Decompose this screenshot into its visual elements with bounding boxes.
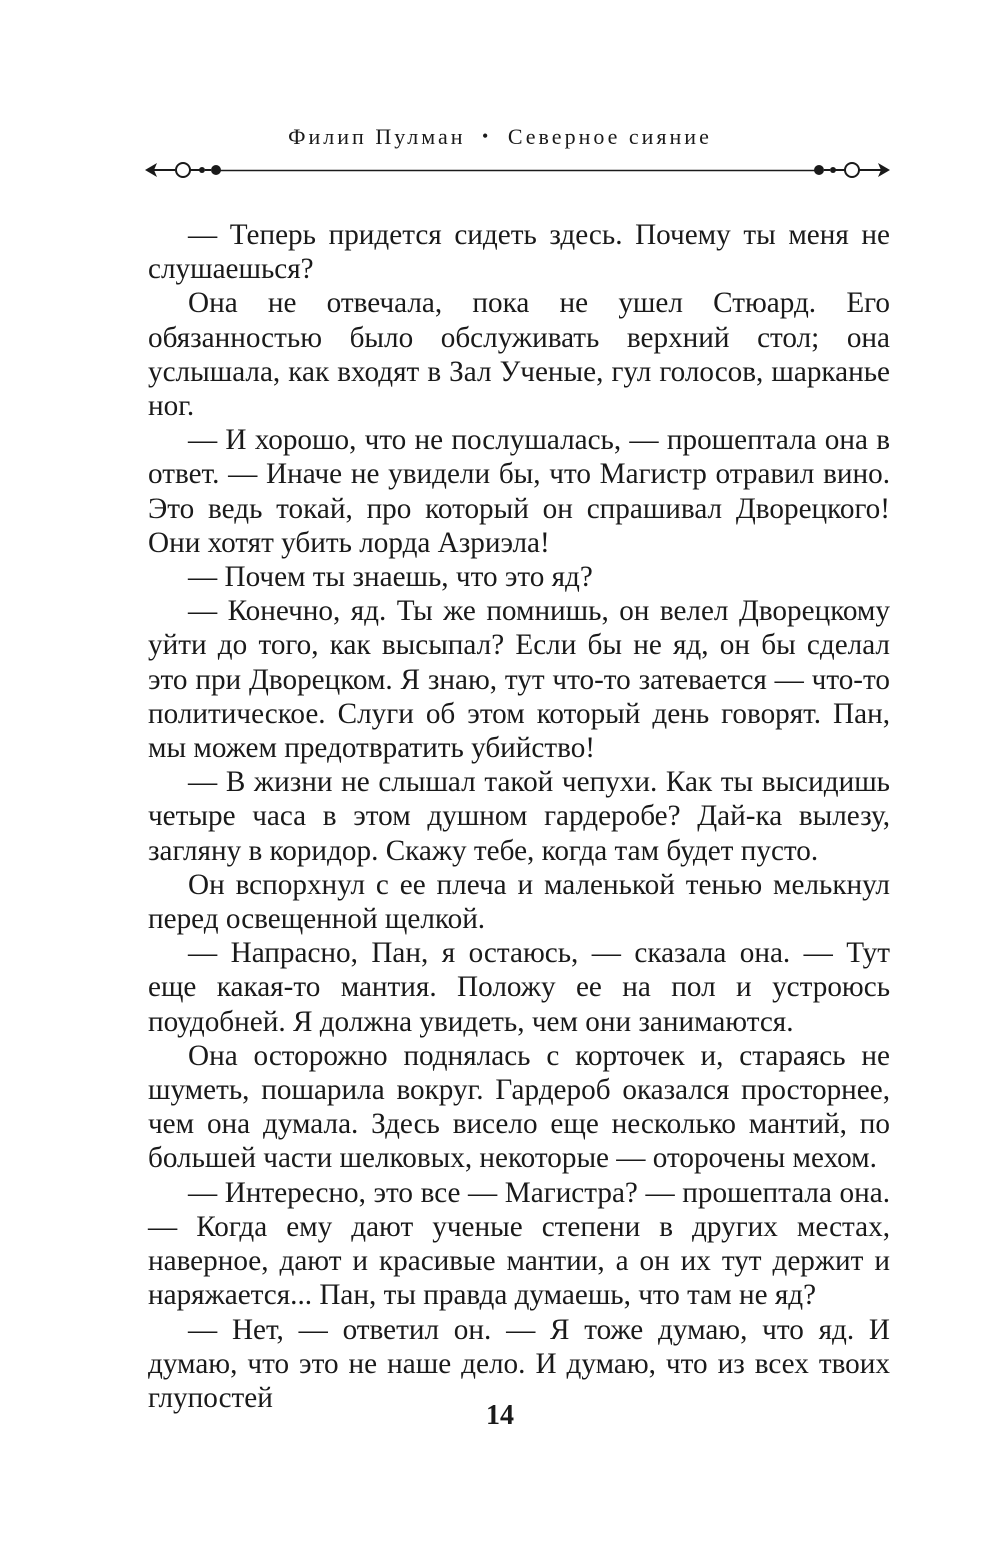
paragraph: — И хорошо, что не послушалась, — прошептала она в ответ. — Иначе не увидели бы, что Магистр отравил вино. Это ведь токай, про который он спрашивал Дворецкого! Они хотят убить лорда Азриэла! [148,424,890,559]
right-ring-icon [845,163,859,177]
running-head [0,124,1000,150]
paragraph: — Конечно, яд. Ты же помнишь, он велел Дворецкому уйти до того, как высыпал? Если бы не яд, он бы сделал это при Дворецком. Я знаю, тут что-то затевается — что-то политическое. Слуги об этом который день говорят. Пан, мы можем предотвратить убийство! [148,595,890,765]
left-dot-small-icon [199,167,205,173]
paragraph: — Теперь придется сидеть здесь. Почему ты меня не слушаешься? [148,219,890,286]
paragraph: Она осторожно поднялась с корточек и, стараясь не шуметь, пошарила вокруг. Гардероб оказался просторнее, чем она думала. Здесь висело еще несколько мантий, по большей части шелковых, некоторые — оторочены мехом. [148,1039,890,1175]
paragraph: — Интересно, это все — Магистра? — прошептала она. — Когда ему дают ученые степени в других местах, наверное, дают и красивые мантии, а он их тут держит и наряжается... Пан, ты правда думаешь, что там не яд? [148,1176,890,1312]
header-title: Северное сияние [507,124,712,149]
paragraph: — В жизни не слышал такой чепухи. Как ты высидишь четыре часа в этом душном гардеробе? Дай-ка вылезу, загляну в коридор. Скажу тебе, когда там будет пусто. [148,766,890,867]
body-text [148,218,890,1415]
header-separator: • [482,126,492,146]
paragraph: — Почем ты знаешь, что это яд? [188,561,593,594]
header-author: Филип Пулман [288,124,466,149]
header-ornament-rule [145,158,890,182]
right-dot-large-icon [814,165,824,175]
left-ring-icon [176,163,190,177]
page-number: 14 [486,1400,514,1431]
paragraph: Она не отвечала, пока не ушел Стюард. Его обязанностью было обслуживать верхний стол; она услышала, как входят в Зал Ученые, гул голосов, шарканье ног. [148,287,890,423]
paragraph: Он вспорхнул с ее плеча и маленькой тенью мелькнул перед освещенной щелкой. [148,868,890,936]
paragraph: — Нет, — ответил он. — Я тоже думаю, что яд. И думаю, что это не наше дело. И думаю, что из всех твоих глупостей [148,1313,890,1414]
paragraph: — Напрасно, Пан, я остаюсь, — сказала она. — Тут еще какая-то мантия. Положу ее на пол и устроюсь поудобней. Я должна увидеть, чем они занимаются. [148,937,890,1038]
